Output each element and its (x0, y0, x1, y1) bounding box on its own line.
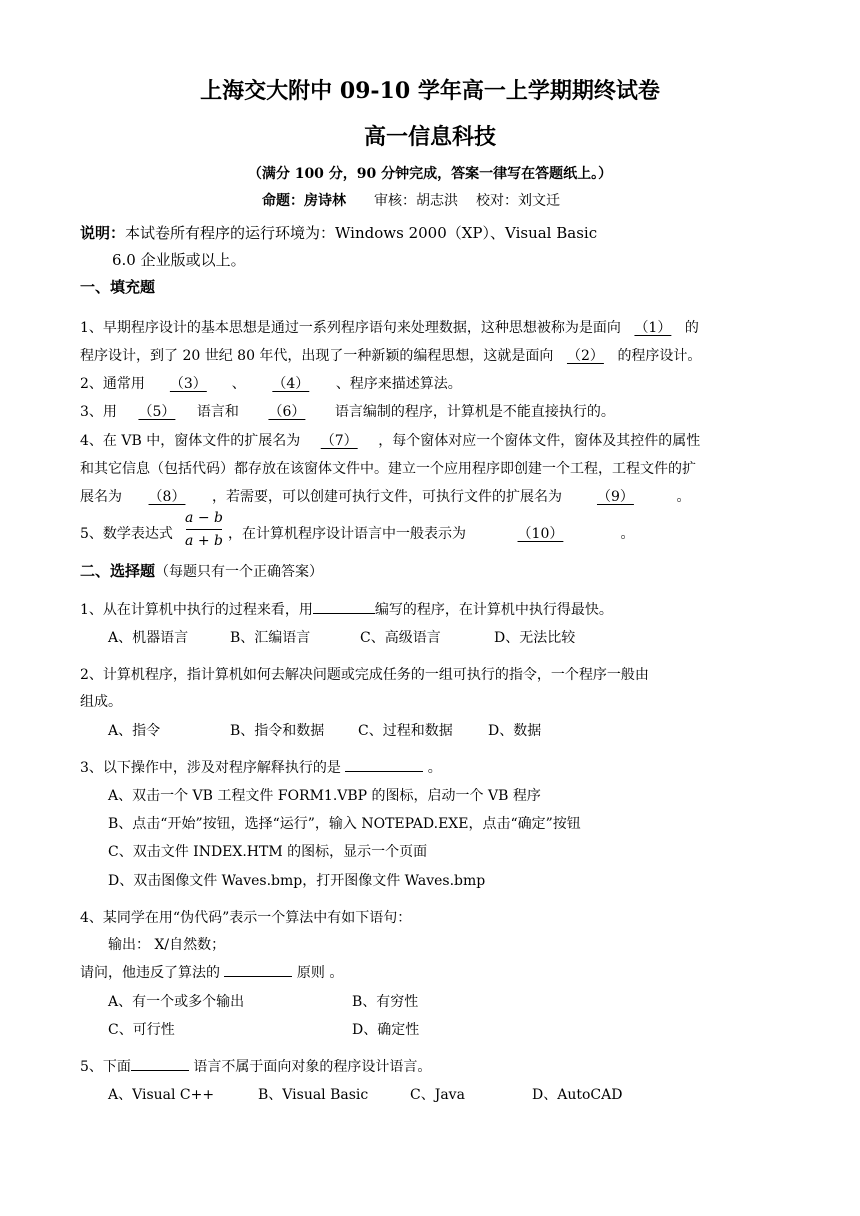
intro-label: 说明： (80, 224, 126, 242)
reviewer-label: 审核：胡志洪 (374, 193, 458, 209)
choice-q1-opt-a: A、机器语言 (108, 630, 189, 646)
choice-q1: 1、从在计算机中执行的过程来看，用 编写的程序，在计算机中执行得最快。 (80, 602, 613, 618)
section2-heading-row (80, 560, 323, 581)
choice-q1-opt-c: C、高级语言 (360, 630, 441, 646)
author-label: 命题：房诗林 (262, 193, 346, 209)
blank-1: （1） (634, 320, 672, 336)
choice-q1-blank (313, 600, 375, 614)
fill-q1-line1: 1、早期程序设计的基本思想是通过一系列程序语句来处理数据，这种思想被称为是面向 （1） 的 (80, 317, 699, 337)
choice-q5: 5、下面 语言不属于面向对象的程序设计语言。 (80, 1059, 432, 1075)
choice-q4-stem: 4、某同学在用“伪代码”表示一个算法中有如下语句： (80, 910, 412, 926)
choice-q5-opt-d: D、AutoCAD (532, 1087, 623, 1103)
choice-q2-opt-b: B、指令和数据 (230, 723, 325, 739)
choice-q5-opt-c: C、Java (410, 1087, 465, 1103)
blank-6: （6） (268, 404, 306, 420)
fill-q5-rest: ，在计算机程序设计语言中一般表示为 （10） 。 (228, 523, 634, 543)
intro-line-2: 6.0 企业版或以上。 (112, 251, 246, 269)
choice-q5-opt-b: B、Visual Basic (258, 1087, 369, 1103)
choice-q4-opt-d: D、确定性 (352, 1022, 420, 1038)
blank-5: （5） (138, 404, 176, 420)
choice-q4-ask: 请问，他违反了算法的 原则 。 (80, 965, 344, 981)
fill-q4-line3: 展名为 （8） ，若需要，可以创建可执行文件，可执行文件的扩展名为 （9） 。 (80, 486, 690, 506)
choice-q2-opt-a: A、指令 (108, 723, 161, 739)
section2-heading: 二、选择题 (80, 562, 156, 580)
blank-9: （9） (596, 489, 634, 505)
intro-line-1 (80, 222, 597, 243)
choice-q3: 3、以下操作中，涉及对程序解释执行的是 。 (80, 760, 442, 776)
choice-q5-blank (131, 1057, 189, 1071)
section1-heading: 一、填充题 (80, 278, 156, 296)
choice-q3-opt-c: C、双击文件 INDEX.HTM 的图标，显示一个页面 (108, 844, 428, 860)
choice-q4-blank (224, 963, 292, 977)
intro-text-1: 本试卷所有程序的运行环境为：Windows 2000（XP）、Visual Basic (125, 224, 598, 242)
fill-q5-prefix: 5、数学表达式 (80, 526, 173, 542)
choice-q3-opt-a: A、双击一个 VB 工程文件 FORM1.VBP 的图标，启动一个 VB 程序 (108, 788, 541, 804)
blank-4: （4） (272, 376, 310, 392)
fraction-bar (186, 529, 222, 530)
choice-q3-blank (345, 758, 423, 772)
blank-7: （7） (320, 433, 358, 449)
choice-q1-opt-b: B、汇编语言 (230, 630, 311, 646)
choice-q2-opt-d: D、数据 (488, 723, 542, 739)
choice-q2-line2: 组成。 (80, 694, 122, 710)
fraction-numerator: a − b (185, 510, 223, 526)
blank-8: （8） (148, 489, 186, 505)
blank-10: （10） (517, 526, 564, 542)
fill-q1-line2: 程序设计，到了 20 世纪 80 年代，出现了一种新颖的编程思想，这就是面向 （2） 的程序设计。 (80, 345, 701, 365)
fill-q4-line2: 和其它信息（包括代码）都存放在该窗体文件中。建立一个应用程序即创建一个工程，工程文件的扩 (80, 461, 696, 477)
fill-q3: 3、用 （5） 语言和 （6） 语言编制的程序，计算机是不能直接执行的。 (80, 401, 615, 421)
choice-q2-line1: 2、计算机程序，指计算机如何去解决问题或完成任务的一组可执行的指令，一个程序一般由 (80, 667, 649, 683)
choice-q1-opt-d: D、无法比较 (494, 630, 576, 646)
choice-q5-opt-a: A、Visual C++ (108, 1087, 215, 1103)
proofreader-label: 校对：刘文迁 (476, 193, 560, 209)
choice-q4-code: 输出： X/自然数； (108, 937, 226, 953)
fill-q2: 2、通常用 （3） 、 （4） 、程序来描述算法。 (80, 373, 462, 393)
choice-q4-opt-b: B、有穷性 (352, 994, 419, 1010)
choice-q2-opt-c: C、过程和数据 (358, 723, 453, 739)
blank-2: （2） (566, 348, 604, 364)
credits (262, 190, 560, 210)
choice-q3-opt-d: D、双击图像文件 Waves.bmp，打开图像文件 Waves.bmp (108, 873, 486, 889)
choice-q3-opt-b: B、点击“开始”按钮，选择“运行”，输入 NOTEPAD.EXE，点击“确定”按钮 (108, 816, 581, 832)
fraction-denominator: a + b (185, 533, 223, 549)
exam-note: （满分 100 分，90 分钟完成，答案一律写在答题纸上。） (247, 166, 613, 182)
exam-subject: 高一信息科技 (363, 124, 496, 150)
choice-q4-opt-c: C、可行性 (108, 1022, 175, 1038)
fill-q4-line1: 4、在 VB 中，窗体文件的扩展名为 （7） ，每个窗体对应一个窗体文件，窗体及其控件的属性 (80, 430, 700, 450)
exam-title: 上海交大附中 09-10 学年高一上学期期终试卷 (200, 78, 660, 104)
blank-3: （3） (169, 376, 207, 392)
choice-q4-opt-a: A、有一个或多个输出 (108, 994, 245, 1010)
section2-note: （每题只有一个正确答案） (155, 564, 324, 580)
